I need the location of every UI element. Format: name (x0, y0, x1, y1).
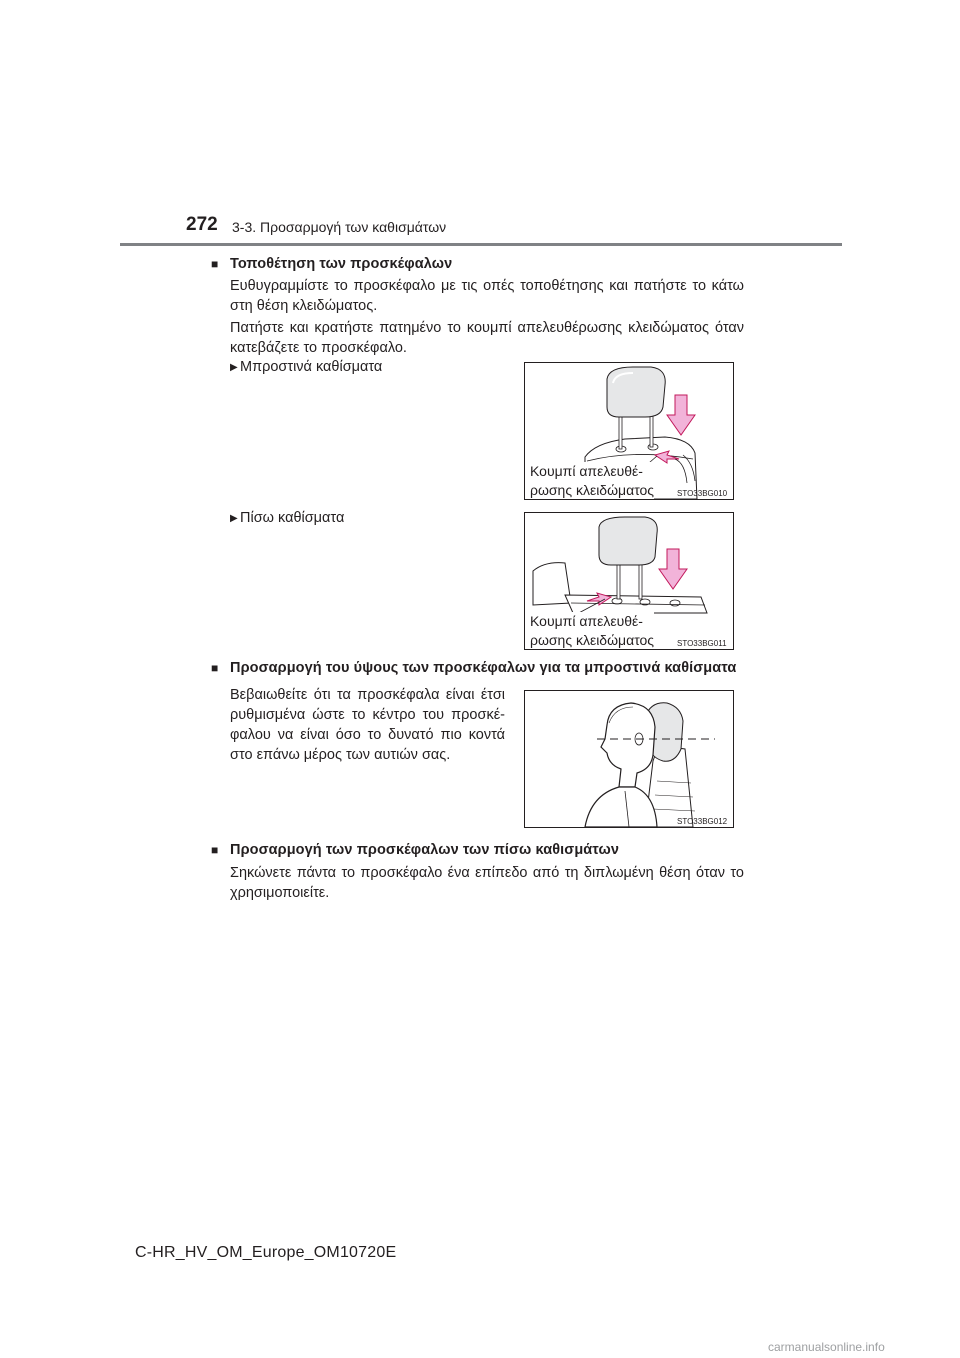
square-bullet-icon: ■ (211, 661, 219, 675)
heading-rear-headrests (211, 842, 619, 858)
page-number: 272 (186, 214, 218, 235)
triangle-bullet-icon: ▶ (230, 362, 238, 373)
paragraph-lock-release: Πατήστε και κρατήστε πατημένο το κουμπί απελευθέρωσης κλειδώματος όταν κατεβάζετε το προσκέφαλο. (230, 320, 744, 356)
subheading-front-seats (230, 359, 382, 375)
figure-head-position (524, 690, 734, 828)
figure-rear-headrest (524, 512, 734, 650)
footer-document-id: C-HR_HV_OM_Europe_OM10720E (135, 1244, 397, 1261)
callout-release-button-front (530, 462, 654, 500)
subheading-text: Μπροστινά καθίσματα (240, 359, 383, 375)
figure-front-headrest (524, 362, 734, 500)
paragraph-ear-level: Βεβαιωθείτε ότι τα προσκέφαλα είναι έτσι ρυθμισμένα ώστε το κέντρο του προσκέ- φαλου να είναι όσο το δυνατό πιο κοντά στο επάνω μέρος των αυτιών σας. (230, 687, 505, 763)
heading-headrest-installation (211, 256, 452, 272)
callout-line-1: Κουμπί απελευθέ- (530, 463, 643, 479)
heading-text: Τοποθέτηση των προσκέφαλων (230, 256, 453, 272)
callout-release-button-rear (530, 612, 654, 650)
callout-line-2: ρωσης κλειδώματος (530, 482, 655, 498)
triangle-bullet-icon: ▶ (230, 513, 238, 524)
square-bullet-icon: ■ (211, 843, 219, 857)
figure-code: STO33BG010 (677, 489, 728, 498)
section-title: 3-3. Προσαρμογή των καθισμάτων (232, 219, 447, 235)
callout-line-2: ρωσης κλειδώματος (530, 632, 655, 648)
paragraph-raise-one-level: Σηκώνετε πάντα το προσκέφαλο ένα επίπεδο από τη διπλωμένη θέση όταν το χρησιμοποιείτε. (230, 865, 744, 901)
callout-line-1: Κουμπί απελευθέ- (530, 613, 643, 629)
heading-front-height-adjust (211, 660, 736, 676)
figure-code: STO33BG011 (677, 639, 727, 648)
figure-code: STO33BG012 (677, 817, 728, 826)
subheading-rear-seats (230, 510, 344, 526)
subheading-text: Πίσω καθίσματα (240, 510, 345, 526)
square-bullet-icon: ■ (211, 257, 219, 271)
heading-text: Προσαρμογή των προσκέφαλων των πίσω καθισμάτων (230, 842, 619, 858)
heading-text: Προσαρμογή του ύψους των προσκέφαλων για τα μπροστινά καθίσματα (230, 660, 737, 676)
paragraph-align-headrest: Ευθυγραμμίστε το προσκέφαλο με τις οπές τοποθέτησης και πατήστε το κάτω στη θέση κλειδώματος. (230, 278, 744, 314)
watermark: carmanualsonline.info (768, 1340, 885, 1354)
header-rule (120, 243, 842, 246)
